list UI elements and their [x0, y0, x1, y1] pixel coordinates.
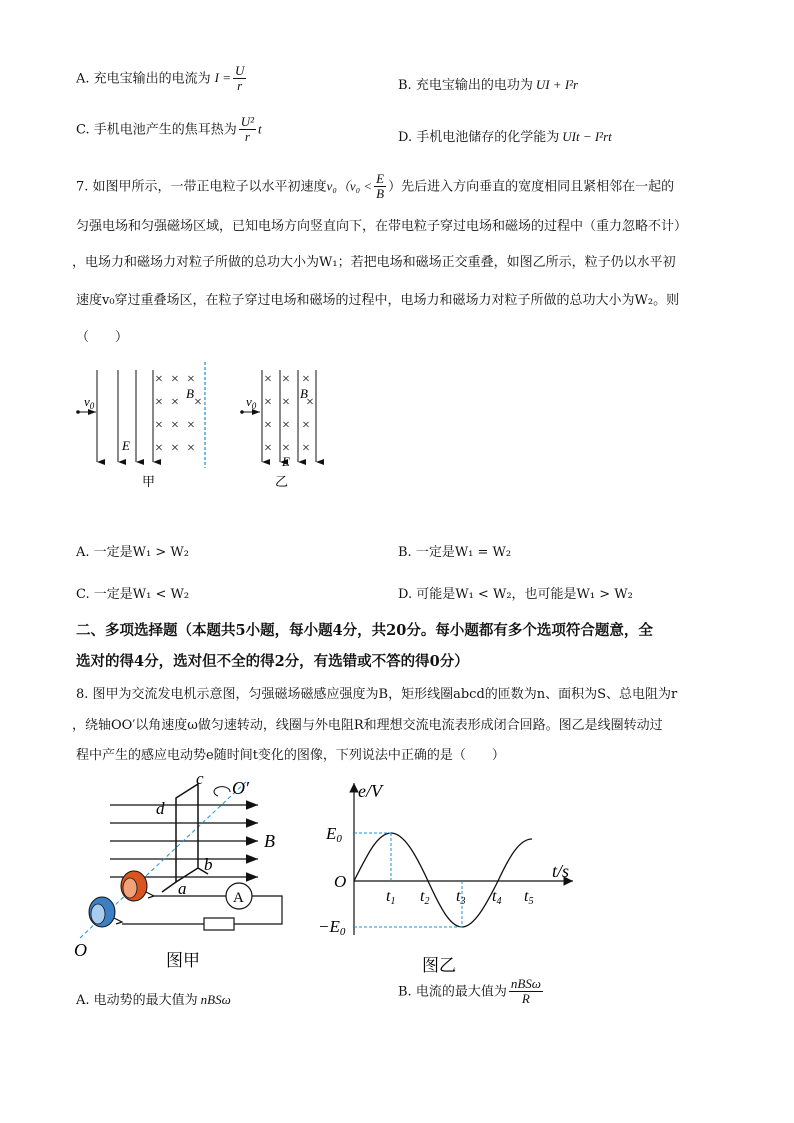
figure-yi [240, 370, 316, 489]
q6-option-a-fraction [233, 64, 246, 94]
svg-text:×: × [282, 441, 290, 456]
svg-text:×: × [187, 372, 195, 387]
q6-option-c-fraction [239, 115, 256, 145]
svg-text:×: × [264, 395, 272, 410]
q8-b-den: R [521, 991, 530, 1007]
e-label: E [282, 454, 290, 469]
b-label: B [300, 386, 308, 401]
q6-option-a-text: A. 充电宝输出的电流为 [76, 71, 211, 87]
b-label: B [186, 386, 194, 401]
q7-line1-b: ）先后进入方向垂直的宽度相同且紧相邻在一起的 [388, 179, 675, 195]
q7-figure [70, 358, 340, 498]
svg-text:t4: t4 [492, 888, 502, 907]
caption-jia: 甲 [142, 474, 156, 489]
q6-c-den: r [244, 129, 250, 145]
q6-option-d-text: D. 手机电池储存的化学能为 [398, 130, 560, 145]
t-tick-labels [386, 888, 533, 907]
emf-curve [354, 833, 532, 927]
svg-text:×: × [302, 372, 310, 387]
q7-option-b: B. 一定是W₁ = W₂ [398, 545, 512, 560]
q8-option-b [398, 977, 545, 1007]
q6-option-c [76, 115, 262, 145]
svg-text:t5: t5 [524, 888, 534, 907]
svg-text:×: × [187, 418, 195, 433]
svg-text:×: × [155, 395, 163, 410]
rotation-arrow [214, 787, 230, 796]
coil-label-d: d [156, 799, 165, 818]
coil-lead [162, 882, 176, 892]
origin-label: O [334, 872, 347, 891]
q7-line-4: 速度v₀穿过重叠场区，在粒子穿过电场和磁场的过程中，电场力和磁场力对粒子所做的总功大小为W₂。则 [76, 293, 680, 308]
svg-text:t3: t3 [456, 888, 466, 907]
q7-option-d: D. 可能是W₁ < W₂，也可能是W₁ > W₂ [398, 587, 633, 602]
q8-option-a-formula: nBSω [200, 992, 231, 1007]
svg-text:×: × [171, 418, 179, 433]
ammeter-label: A [233, 890, 244, 906]
svg-text:×: × [171, 441, 179, 456]
caption-tuyi: 图乙 [422, 956, 456, 975]
caption-tujia: 图甲 [166, 951, 200, 970]
q8-option-b-text: B. 电流的最大值为 [398, 984, 507, 1000]
axis-label-e: e/V [358, 781, 382, 801]
b-field-crosses [264, 372, 314, 456]
svg-text:×: × [171, 372, 179, 387]
q8-option-b-fraction [509, 977, 543, 1007]
q7-line-2: 匀强电场和匀强磁场区域，已知电场方向竖直向下，在带电粒子穿过电场和磁场的过程中（重力忽略不计） [76, 219, 688, 234]
section-2-heading-line-2: 选对的得4分，选对但不全的得2分，有选错或不答的得0分） [76, 653, 469, 670]
v0-label: $v_0$ [246, 394, 257, 411]
q8-line-3: 程中产生的感应电动势e随时间t变化的图像，下列说法中正确的是（ ） [76, 748, 505, 763]
coil [176, 784, 198, 882]
svg-text:×: × [264, 441, 272, 456]
slip-ring-blue [89, 897, 115, 927]
q6-c-num: U² [240, 114, 255, 129]
q7-line1-v0: v₀（v₀ < [326, 178, 373, 194]
svg-text:×: × [306, 395, 314, 410]
section-2-heading-line-1: 二、多项选择题（本题共5小题，每小题4分，共20分。每小题都有多个选项符合题意，全 [76, 622, 653, 639]
q6-option-a-lhs: I = [214, 70, 232, 86]
svg-text:t1: t1 [386, 888, 396, 907]
q8-option-a-text: A. 电动势的最大值为 [76, 993, 198, 1008]
e0-label: E0 [326, 824, 342, 845]
svg-text:×: × [155, 418, 163, 433]
q8-line-1: 8. 图甲为交流发电机示意图，匀强磁场磁感应强度为B，矩形线圈abcd的匝数为n、面积为S、总电阻为r [76, 687, 678, 702]
q7-option-a: A. 一定是W₁ > W₂ [76, 545, 189, 560]
coil-label-b: b [204, 855, 213, 874]
q6-option-a [76, 64, 248, 94]
q8-figure-generator [68, 770, 298, 970]
q7-line-1 [76, 172, 674, 202]
q7-line-5: （ ） [76, 330, 129, 345]
brush [146, 892, 154, 898]
q8-figure-graph [318, 775, 588, 975]
q6-a-num: U [235, 63, 245, 78]
neg-e0-label: −E0 [318, 917, 346, 938]
q7-frac-num: E [376, 171, 385, 186]
slip-ring-orange [121, 871, 147, 901]
svg-text:×: × [282, 372, 290, 387]
svg-text:×: × [155, 441, 163, 456]
svg-text:×: × [264, 418, 272, 433]
svg-text:t2: t2 [420, 888, 430, 907]
svg-text:×: × [282, 395, 290, 410]
svg-text:×: × [187, 441, 195, 456]
particle [76, 410, 80, 414]
brush [114, 918, 122, 924]
svg-text:×: × [194, 395, 202, 410]
e-label: E [122, 438, 130, 453]
svg-text:×: × [282, 418, 290, 433]
q6-option-b-formula: UI + I²r [535, 77, 579, 92]
q6-option-d-formula: UIt − I²rt [562, 129, 612, 144]
axis-label-t: t/s [552, 861, 570, 881]
resistor [204, 918, 234, 930]
q8-b-num: nBSω [510, 976, 541, 991]
q7-option-c: C. 一定是W₁ < W₂ [76, 587, 190, 602]
svg-text:×: × [302, 418, 310, 433]
particle [240, 410, 244, 414]
magnetic-field-lines [110, 805, 258, 877]
b-field-crosses [155, 372, 202, 456]
figure-jia [76, 362, 205, 489]
q6-option-d [398, 126, 612, 145]
coil-label-c: c [196, 770, 204, 788]
v0-label: $v_0$ [84, 394, 95, 411]
caption-yi: 乙 [275, 474, 289, 489]
axis-label-o: O [74, 940, 87, 960]
q7-line1-a: 7. 如图甲所示，一带正电粒子以水平初速度 [76, 179, 327, 195]
q7-frac-den: B [376, 186, 385, 202]
q7-line-3: ，电场力和磁场力对粒子所做的总功大小为W₁；若把电场和磁场正交重叠，如图乙所示，粒子仍以水平初 [72, 255, 676, 270]
q6-option-c-tail: t [258, 121, 262, 137]
q6-option-c-text: C. 手机电池产生的焦耳热为 [76, 122, 237, 138]
svg-text:×: × [302, 441, 310, 456]
svg-text:×: × [264, 372, 272, 387]
q6-option-b-text: B. 充电宝输出的电功为 [398, 78, 533, 93]
svg-text:×: × [171, 395, 179, 410]
q8-line-2: ，绕轴OO′以角速度ω做匀速转动，线圈与外电阻R和理想交流电流表形成闭合回路。图乙是线圈转动过 [72, 718, 663, 733]
coil-label-a: a [178, 879, 187, 898]
q8-option-a [76, 989, 231, 1008]
axis-label-o-prime: O′ [232, 778, 249, 798]
q7-fraction [374, 172, 386, 202]
svg-text:×: × [155, 372, 163, 387]
q6-option-b [398, 74, 578, 93]
q6-a-den: r [237, 78, 243, 94]
field-label-b: B [264, 831, 275, 851]
